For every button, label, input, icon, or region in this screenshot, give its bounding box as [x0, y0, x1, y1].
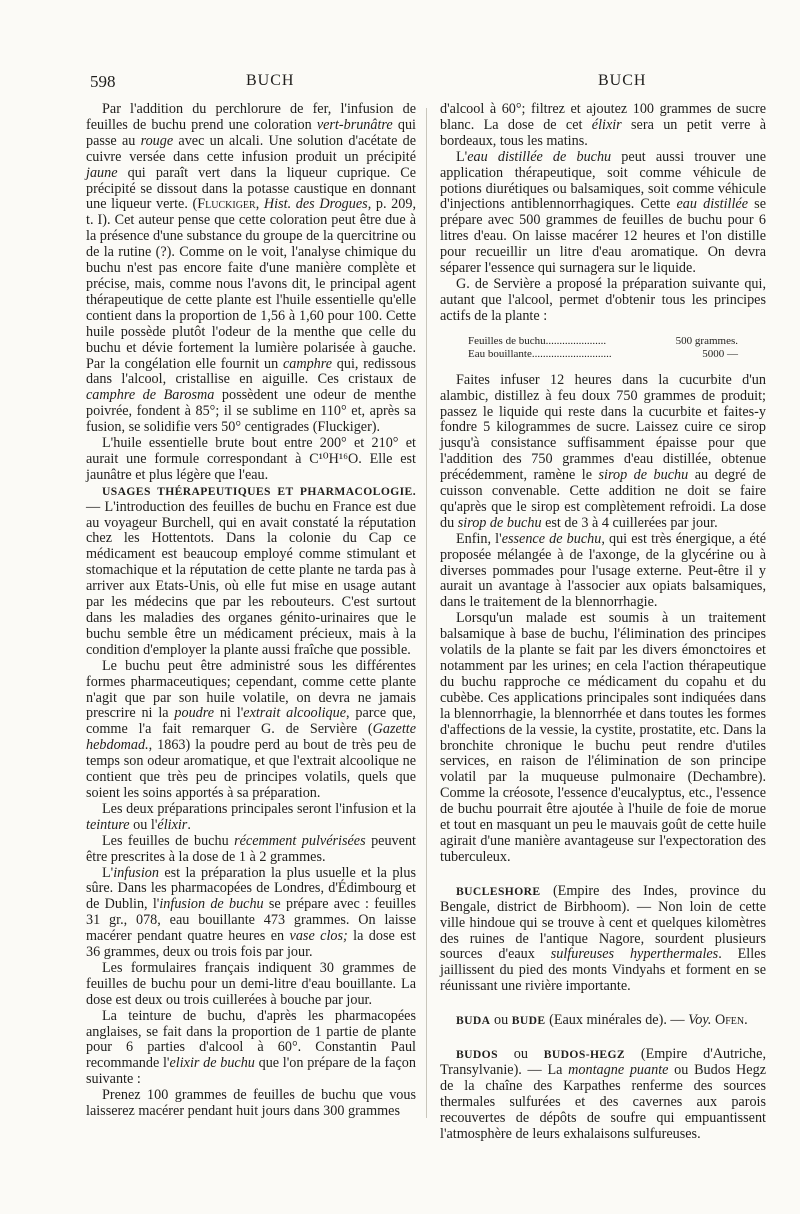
- paragraph: Les deux préparations principales seront l'infusion et la teinture ou l'élixir.: [86, 800, 416, 833]
- right-column: [440, 102, 766, 1142]
- paragraph: Par l'addition du perchlorure de fer, l'infusion de feuilles de buchu prend une coloration vert-brunâtre qui passe au rouge avec un alcali. Une solution d'acétate de cuivre versée dans cette infusion produit un précipité jaune qui paraît vert dans la liqueur cuprique. Ce précipité se dissout dans la potasse caustique en donnant une liqueur verte. (Fluckiger, Hist. des Drogues, p. 209, t. I). Cet auteur pense que cette coloration peut être due à la présence d'une substance du groupe de la quercitrine ou de la rutine (?). Comme on le voit, l'analyse chimique du buchu n'est pas encore faite d'une manière complète et précise, mais, comme nous l'avons dit, le principal agent thérapeutique de cette plante est l'huile essentielle qu'elle contient dans la proportion de 1,56 à 1,60 pour 100. Cette huile possède plutôt l'odeur de la menthe que celle du buchu et dévie fortement la lumière polarisée à gauche. Par la congélation elle fournit un camphre qui, redissous dans l'alcool, cristallise en aiguille. Ces cristaux de camphre de Barosma possèdent une odeur de menthe poivrée, fondent à 85°; il se sublime en 110° et, après sa fusion, se solidifie vers 50° centigrades (Fluckiger).: [86, 101, 417, 436]
- paragraph: Enfin, l'essence de buchu, qui est très énergique, a été proposée mélangée à de l'axonge, de la glycérine ou à diverses pommades pour l'usage externe. Peut-être il y aurait un avantage à l'associer aux opiats balsamiques, dans le traitement de la blennorrhagie.: [440, 530, 766, 611]
- paragraph: Le buchu peut être administré sous les différentes formes pharmaceutiques; cependant, comme cette plante n'agit que par son huile volatile, on devra ne jamais prescrire ni la poudre ni l'extrait alcoolique, parce que, comme l'a fait remarquer G. de Servière (Gazette hebdomad., 1863) la poudre perd au bout de très peu de temps son odeur aromatique, et que l'extrait alcoolique ne contient que très peu de principes volatils, quels que soient les soins apportés à sa préparation.: [86, 657, 416, 801]
- recipe-row: Feuilles de buchu...................... 500 grammes.: [468, 334, 738, 347]
- section-paragraph: USAGES THÉRAPEUTIQUES ET PHARMACOLOGIE. — L'introduction des feuilles de buchu en France est due au voyageur Burchell, qui en avait constaté la réputation chez les Hottentots. Dans la colonie du Cap ce médicament est beaucoup employé comme stimulant et stomachique et la réputation de cette plante ne tarda pas à arriver aux Etats-Unis, où elle fut mise en usage autant par les médecins que par les rebouteurs. C'est surtout dans les maladies des organes génito-urinaires que le buchu semble être un médicament précieux, mais à la condition d'employer la plante aussi fraîche que possible.: [86, 484, 416, 658]
- entry-headword: BUDOS: [456, 1048, 498, 1062]
- recipe-row: Eau bouillante............................. 5000 —: [468, 347, 738, 360]
- left-column: [86, 102, 416, 1120]
- paragraph: L'eau distillée de buchu peut aussi trouver une application thérapeutique, soit comme véhicule de potions diurétiques ou balsamiques, soit comme véhicule d'injections antiblennorrhagiques. Cette eau distillée se prépare avec 500 grammes de feuilles de buchu pour 6 litres d'eau. On laisse macérer 12 heures et l'on distille pour recueillir un litre d'eau aromatique. On devra séparer l'essence qui surnagera sur le liquide.: [440, 148, 767, 277]
- section-heading: USAGES THÉRAPEUTIQUES ET PHARMACOLOGIE.: [102, 484, 416, 498]
- paragraph: La teinture de buchu, d'après les pharmacopées anglaises, se fait dans la proportion de 1 partie de plante pour 6 parties d'alcool à 60°. Constantin Paul recommande l'elixir de buchu que l'on prépare de la façon suivante :: [86, 1007, 416, 1088]
- running-header: [0, 72, 800, 96]
- paragraph: Les formulaires français indiquent 30 grammes de feuilles de buchu pour un demi-litre d'eau bouillante. La dose est deux ou trois cuillerées à bouche par jour.: [86, 959, 416, 1008]
- paragraph: Lorsqu'un malade est soumis à un traitement balsamique à base de buchu, l'élimination des principes volatils de la plante se fait par les divers émonctoires et notamment par les urines; en cela l'action thérapeutique du buchu rapproche ce médicament du copahu et du cubèbe. Ces applications principales sont indiquées dans la blennorrhagie, la blennorrhée et dans toutes les formes d'affections de la vessie, la cystite, prostatite, etc. Dans la bronchite chronique le buchu peut rendre d'utiles services, en raison de l'élimination de son principe volatil par la muqueuse pulmonaire (Dechambre). Comme la créosote, l'essence d'eucalyptus, etc., l'essence de buchu pourrait être ajoutée à l'huile de foie de morue et tout en masquant un peu le mauvais goût de cette huile agirait d'une manière avantageuse sur l'expectoration des tuberculeux.: [440, 610, 766, 865]
- entry-headword: BUDE: [511, 1014, 546, 1028]
- entry-bucleshore: BUCLESHORE (Empire des Indes, province du Bengale, district de Birbhoom). — Non loin de cette ville hindoue qui se trouve à cent et quelques kilomètres des ruines de l'antique Nagore, sourdent plusieurs sources d'eaux sulfureuses hyperthermales. Elles jaillissent du pied des monts Vindyahs et forment en se réunissant une rivière importante.: [440, 882, 766, 995]
- paragraph: L'infusion est la préparation la plus usuelle et la plus sûre. Dans les pharmacopées de Londres, d'Édimbourg et de Dublin, l'infusion de buchu se prépare avec : feuilles 31 gr., 078, eau bouillante 473 grammes. On laisse macérer pendant quatre heures en vase clos; la dose est 36 grammes, deux ou trois fois par jour.: [86, 864, 416, 961]
- entry-headword: BUCLESHORE: [456, 884, 541, 898]
- running-head-right: BUCH: [598, 72, 647, 89]
- paragraph: Faites infuser 12 heures dans la cucurbite d'un alambic, distillez à feu doux 750 grammes de produit; passez le liquide qui reste dans la cucurbite et faites-y fondre 5 kilogrammes de sucre. Laissez cuire ce sirop jusqu'à consistance suffisamment épaisse pour que l'addition des 750 grammes d'eau distillée, obtenue précédemment, ramène le sirop de buchu au degré de cuisson convenable. Cette addition ne doit se faire qu'après que le sirop est complètement refroidi. La dose du sirop de buchu est de 3 à 4 cuillerées par jour.: [440, 371, 766, 531]
- paragraph: Prenez 100 grammes de feuilles de buchu que vous laisserez macérer pendant huit jours dans 300 grammes: [86, 1087, 416, 1120]
- entry-buda: BUDA ou BUDE (Eaux minérales de). — Voy. Ofen.: [456, 1012, 748, 1029]
- paragraph: G. de Servière a proposé la préparation suivante qui, autant que l'alcool, permet d'obtenir tous les principes actifs de la plante :: [440, 275, 766, 324]
- paragraph: Les feuilles de buchu récemment pulvérisées peuvent être prescrites à la dose de 1 à 2 grammes.: [86, 832, 416, 865]
- paragraph: L'huile essentielle brute bout entre 200° et 210° et aurait une formule correspondant à C¹⁰H¹⁶O. Elle est jaunâtre et plus légère que l'eau.: [86, 435, 416, 483]
- entry-headword: BUDOS-HEGZ: [543, 1048, 626, 1062]
- recipe-table: [468, 335, 738, 361]
- entry-budos: BUDOS ou BUDOS-HEGZ (Empire d'Autriche, Transylvanie). — La montagne puante ou Budos Hegz de la chaîne des Karpathes renferme des sources thermales sulfurées et des cavernes aux parois recouvertes de dépôts de soufre qui empuantissent l'atmosphère de leurs exhalaisons sulfureuses.: [440, 1046, 766, 1142]
- entry-headword: BUDA: [456, 1014, 491, 1028]
- page-number: 598: [90, 72, 116, 91]
- column-divider: [426, 108, 427, 1118]
- running-head-left: BUCH: [246, 72, 295, 89]
- paragraph: d'alcool à 60°; filtrez et ajoutez 100 grammes de sucre blanc. La dose de cet élixir sera un petit verre à bordeaux, tous les matins.: [440, 101, 766, 149]
